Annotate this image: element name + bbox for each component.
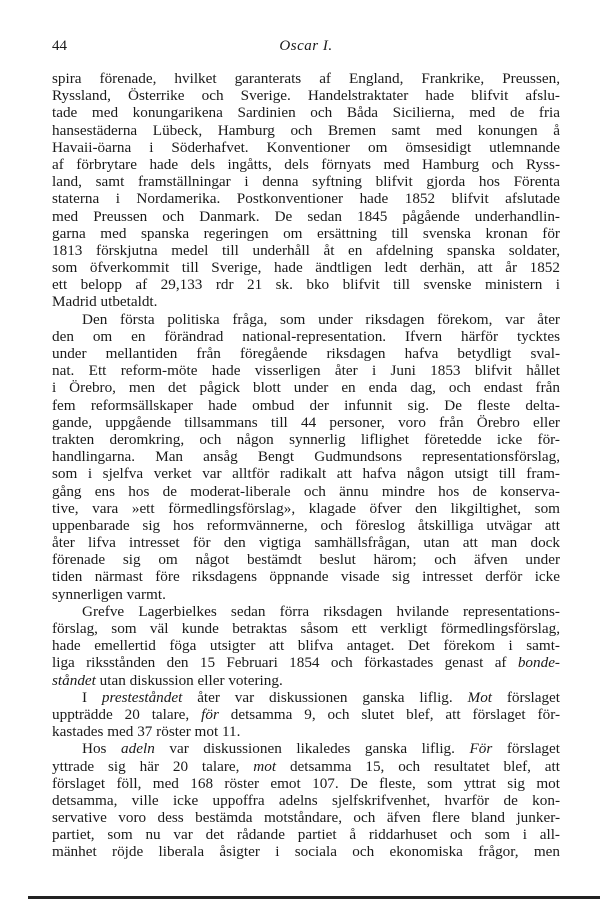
text-line bbox=[52, 328, 560, 345]
text: Hos bbox=[82, 740, 122, 758]
text-line bbox=[52, 122, 560, 139]
text-line bbox=[52, 534, 560, 551]
text: trakten deromkring, och någon synnerlig liflighet företedde icke för- bbox=[52, 430, 560, 448]
text: förenade sig om något bestämdt beslut härom; och äfven under bbox=[52, 551, 560, 569]
text: åter var diskussionen ganska liflig. bbox=[182, 688, 468, 706]
text: Den första politiska fråga, som under riksdagen förekom, var åter bbox=[82, 310, 560, 328]
text: under mellantiden från föregående riksdagen hafva betydligt sval- bbox=[52, 345, 560, 362]
text-line bbox=[52, 483, 560, 500]
text-line bbox=[52, 448, 560, 465]
text: liga riksstånden den 15 Februari 1854 och förkastades genast af bbox=[52, 654, 518, 672]
text-line bbox=[52, 826, 560, 843]
text-line bbox=[52, 843, 560, 860]
text-line bbox=[52, 586, 560, 603]
text-line bbox=[52, 637, 560, 654]
text: mänhet röjde liberala åsigter i sociala och ekonomiska frågor, men bbox=[52, 843, 560, 861]
text: I bbox=[82, 688, 102, 706]
text: ett belopp af 29,133 rdr 21 sk. bko blifvit till svenske ministern i bbox=[52, 276, 560, 294]
text: gande, uppgående tillsammans till 44 personer, voro från Örebro eller bbox=[52, 413, 560, 431]
text-line bbox=[52, 276, 560, 293]
text-line bbox=[52, 173, 560, 190]
text: gång ens hos de moderat-liberale och ännu mindre hos de konserva- bbox=[52, 482, 560, 500]
text-line bbox=[52, 706, 560, 723]
text-line bbox=[52, 792, 560, 809]
text: i Örebro, men det pågick blott under en enda dag, och endast från bbox=[52, 379, 560, 397]
text-line bbox=[52, 225, 560, 242]
text-line bbox=[52, 70, 560, 87]
text: garna med spanska regeringen om ersättning till svenska kronan för bbox=[52, 224, 560, 242]
italic-text: ståndet bbox=[52, 671, 96, 689]
text-line bbox=[52, 689, 560, 706]
text-line bbox=[52, 293, 560, 310]
text-line bbox=[52, 414, 560, 431]
text-line bbox=[52, 740, 560, 757]
text-line bbox=[52, 104, 560, 121]
text: tive, vara »ett förmedlingsförslag», klagade öfver den likgiltighet, som bbox=[52, 499, 560, 517]
text: förslag, som väl kunde betraktas såsom ett verkligt förmedlingsförslag, bbox=[52, 620, 560, 637]
italic-text: adeln bbox=[121, 740, 155, 758]
text: åter lifva intresset för den vigtiga samhällsfrågan, utan att man dock bbox=[52, 534, 560, 552]
text-line bbox=[52, 775, 560, 792]
italic-text: för bbox=[201, 705, 219, 723]
text: handlingarna. Man ansåg Bengt Gudmundsons representationsförslag, bbox=[52, 448, 560, 466]
text: var diskussionen likaledes ganska liflig. bbox=[154, 740, 470, 758]
text: tade med konungarikena Sardinien och Båda Sicilierna, med de fria bbox=[52, 104, 560, 122]
text-line bbox=[52, 500, 560, 517]
text: staterna i Nordamerika. Postkonventioner hade 1852 blifvit afslutade bbox=[52, 190, 560, 208]
text: kastades med 37 röster mot 11. bbox=[52, 723, 241, 741]
text-line bbox=[52, 758, 560, 775]
text-line bbox=[52, 809, 560, 826]
text-line bbox=[52, 156, 560, 173]
italic-text: Mot bbox=[467, 688, 493, 706]
bottom-edge bbox=[28, 896, 600, 899]
text: som öfverkommit till Sverige, hade ändtligen ledt derhän, att år 1852 bbox=[52, 259, 560, 277]
italic-text: mot bbox=[253, 757, 277, 775]
text-line bbox=[52, 672, 560, 689]
body-text bbox=[52, 70, 560, 861]
text-line bbox=[52, 242, 560, 259]
italic-text: bonde- bbox=[517, 654, 560, 672]
text-line bbox=[52, 259, 560, 276]
text: med Preussen och Danmark. De sedan 1845 pågående underhandlin- bbox=[52, 207, 560, 225]
text-line bbox=[52, 568, 560, 585]
text: utan diskussion eller votering. bbox=[95, 671, 283, 689]
text: Havaii-öarna i Söderhafvet. Konventioner om ömsesidigt utlemnande bbox=[52, 138, 560, 156]
text: 1813 förskjutna medel till underhåll åt en afdelning spanska soldater, bbox=[52, 241, 560, 259]
text: hansestäderna Lübeck, Hamburg och Bremen samt med konungen å bbox=[52, 121, 560, 139]
text: synnerligen varmt. bbox=[52, 585, 166, 603]
text-line bbox=[52, 362, 560, 379]
text-line bbox=[52, 551, 560, 568]
text-line bbox=[52, 208, 560, 225]
text-line bbox=[52, 345, 560, 362]
text: som i sjelfva verket var alltför radikalt att hafva någon utsigt till fram- bbox=[52, 465, 560, 483]
text: Ryssland, Österrike och Sverige. Handelstraktater hade blifvit afslu- bbox=[52, 87, 560, 105]
text: Grefve Lagerbielkes sedan förra riksdagen hvilande representations- bbox=[82, 602, 560, 620]
text: land, samt framställningar i denna syftning blifvit gjorda hos Förenta bbox=[52, 173, 560, 191]
text: uppenbarade sig hos reformvännerne, och föreslog åtskilliga utvägar att bbox=[52, 516, 560, 534]
text: partiet, som nu var det rådande partiet å riddarhuset och som i all- bbox=[52, 826, 560, 844]
text: förslaget föll, med 168 röster emot 107. De fleste, som yttrat sig mot bbox=[52, 774, 560, 792]
text: förslaget bbox=[492, 740, 560, 758]
text-line bbox=[52, 603, 560, 620]
page-number: 44 bbox=[52, 38, 67, 54]
running-title: Oscar I. bbox=[279, 38, 333, 54]
italic-text: presteståndet bbox=[101, 688, 183, 706]
text-line bbox=[52, 620, 560, 637]
text: förslaget bbox=[492, 688, 560, 706]
text: detsamma 9, och slutet blef, att förslaget för- bbox=[218, 705, 560, 723]
text: detsamma, ville icke uppoffra adelns sjelfskrifvenhet, hvarför de kon- bbox=[52, 791, 560, 809]
text: den om en förändrad national-representation. Ifvern härför tycktes bbox=[52, 327, 560, 345]
text: spira förenade, hvilket garanterats af England, Frankrike, Preussen, bbox=[52, 70, 560, 87]
text-line bbox=[52, 139, 560, 156]
text: servative voro dess bestämda motståndare, och äfven flere bland junker- bbox=[52, 809, 560, 827]
text: detsamma 15, och resultatet blef, att bbox=[276, 757, 560, 775]
text-line bbox=[52, 311, 560, 328]
text-line bbox=[52, 379, 560, 396]
text: nat. Ett reform-möte hade visserligen åter i Juni 1853 blifvit hållet bbox=[52, 362, 560, 380]
text-line bbox=[52, 654, 560, 671]
text-line bbox=[52, 517, 560, 534]
text: af förbrytare hade dels ingåtts, dels förnyats med Hamburg och Ryss- bbox=[52, 155, 560, 173]
text: tiden närmast före riksdagens öppnande visade sig intresset derför icke bbox=[52, 568, 560, 586]
italic-text: För bbox=[469, 740, 493, 758]
page-header bbox=[52, 38, 560, 58]
text-line bbox=[52, 723, 560, 740]
text: hade emellertid föga utsigter att blifva antaget. Det förekom i samt- bbox=[52, 637, 560, 655]
text-line bbox=[52, 465, 560, 482]
text-line bbox=[52, 397, 560, 414]
text: yttrade sig här 20 talare, bbox=[52, 757, 254, 775]
text-line bbox=[52, 190, 560, 207]
text: Madrid utbetaldt. bbox=[52, 293, 158, 311]
text-line bbox=[52, 431, 560, 448]
text: uppträdde 20 talare, bbox=[52, 705, 202, 723]
text: fem reformsällskaper hade ombud der infunnit sig. De fleste delta- bbox=[52, 396, 560, 414]
text-line bbox=[52, 87, 560, 104]
